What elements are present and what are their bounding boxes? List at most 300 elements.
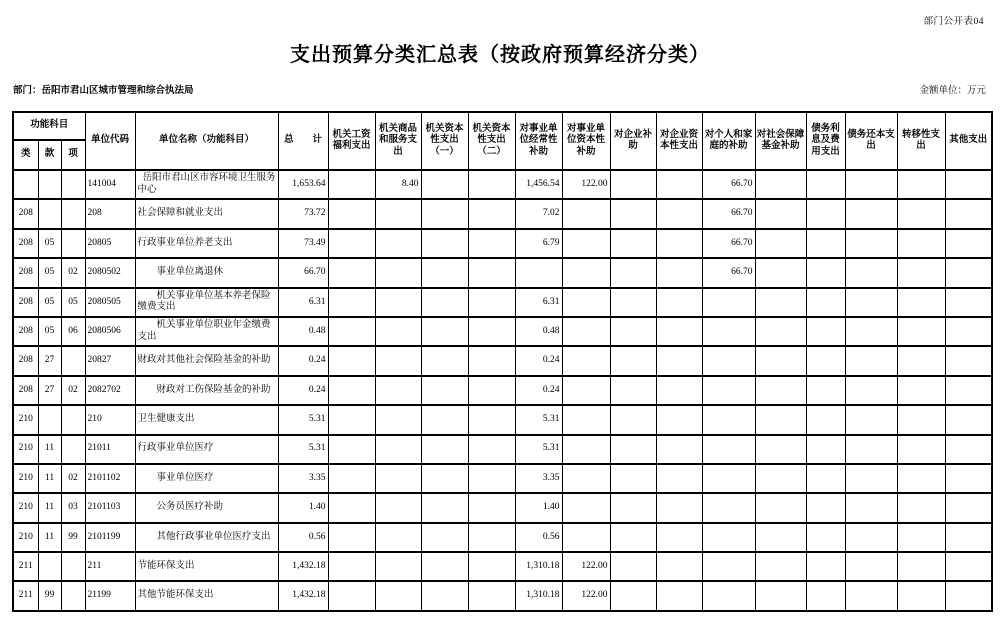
cell-value xyxy=(375,552,421,581)
cell-value xyxy=(421,464,468,493)
cell-value xyxy=(755,493,806,522)
cell-value xyxy=(515,258,562,287)
cell-total: 0.48 xyxy=(278,317,328,346)
cell-name: 财政对工伤保险基金的补助 xyxy=(135,376,278,405)
cell-total: 1.40 xyxy=(278,493,328,522)
cell-value xyxy=(468,258,515,287)
cell-value xyxy=(468,288,515,317)
cell-value: 3.35 xyxy=(515,464,562,493)
cell-total: 0.24 xyxy=(278,376,328,405)
cell-code: 211 xyxy=(85,552,135,581)
cell-value xyxy=(375,258,421,287)
cell-value xyxy=(375,199,421,228)
cell-value xyxy=(845,199,897,228)
cell-value xyxy=(328,170,375,199)
cell-value xyxy=(328,346,375,375)
cell-value xyxy=(656,258,702,287)
cell-value xyxy=(897,552,945,581)
cell-value xyxy=(656,523,702,552)
cell-value xyxy=(656,581,702,610)
cell-value: 66.70 xyxy=(702,199,755,228)
cell-value xyxy=(468,581,515,610)
cell-xiang xyxy=(61,229,85,258)
cell-kuan: 05 xyxy=(38,317,61,346)
cell-lei: 208 xyxy=(13,376,38,405)
cell-value xyxy=(468,376,515,405)
cell-value xyxy=(702,405,755,434)
cell-value xyxy=(375,581,421,610)
col-header: 对事业单位资本性补助 xyxy=(562,112,610,170)
cell-value xyxy=(328,258,375,287)
cell-code: 2101103 xyxy=(85,493,135,522)
cell-xiang: 06 xyxy=(61,317,85,346)
cell-value xyxy=(468,464,515,493)
cell-code: 2080506 xyxy=(85,317,135,346)
table-row xyxy=(13,376,992,405)
col-header: 机关资本性支出（二） xyxy=(468,112,515,170)
cell-value xyxy=(945,288,992,317)
col-header: 机关资本性支出（一） xyxy=(421,112,468,170)
cell-value xyxy=(421,523,468,552)
cell-value xyxy=(845,523,897,552)
cell-xiang xyxy=(61,435,85,464)
col-header: 对事业单位经常性补助 xyxy=(515,112,562,170)
header-func-sub: 类 xyxy=(13,140,38,170)
cell-kuan: 11 xyxy=(38,464,61,493)
cell-value xyxy=(897,170,945,199)
cell-value xyxy=(656,170,702,199)
cell-value: 0.24 xyxy=(515,376,562,405)
cell-value xyxy=(945,523,992,552)
cell-code: 20827 xyxy=(85,346,135,375)
cell-value xyxy=(945,170,992,199)
cell-value xyxy=(562,229,610,258)
cell-value xyxy=(845,464,897,493)
header-func-sub: 项 xyxy=(61,140,85,170)
cell-value xyxy=(375,346,421,375)
cell-value xyxy=(328,523,375,552)
cell-value xyxy=(375,493,421,522)
table-row xyxy=(13,199,992,228)
cell-value xyxy=(562,199,610,228)
cell-value xyxy=(468,346,515,375)
cell-value: 0.48 xyxy=(515,317,562,346)
cell-value xyxy=(897,464,945,493)
cell-value xyxy=(328,405,375,434)
table-row xyxy=(13,346,992,375)
cell-kuan: 05 xyxy=(38,288,61,317)
cell-lei: 210 xyxy=(13,405,38,434)
cell-value xyxy=(845,405,897,434)
cell-value xyxy=(610,464,656,493)
col-header: 对社会保障基金补助 xyxy=(755,112,806,170)
cell-value xyxy=(656,346,702,375)
cell-value xyxy=(375,317,421,346)
cell-value xyxy=(610,581,656,610)
cell-value xyxy=(421,229,468,258)
header-func-group: 功能科目 xyxy=(13,112,85,140)
cell-value xyxy=(421,493,468,522)
cell-name: 行政事业单位养老支出 xyxy=(135,229,278,258)
cell-value xyxy=(656,435,702,464)
cell-total: 1,432.18 xyxy=(278,552,328,581)
cell-value xyxy=(610,229,656,258)
header-func-sub: 款 xyxy=(38,140,61,170)
cell-value xyxy=(897,523,945,552)
cell-xiang xyxy=(61,199,85,228)
cell-kuan: 99 xyxy=(38,581,61,610)
cell-value xyxy=(755,258,806,287)
cell-total: 66.70 xyxy=(278,258,328,287)
cell-lei: 211 xyxy=(13,581,38,610)
cell-value xyxy=(945,199,992,228)
table-row xyxy=(13,552,992,581)
cell-value xyxy=(845,376,897,405)
cell-value xyxy=(468,523,515,552)
cell-value xyxy=(945,317,992,346)
col-header: 对企业资本性支出 xyxy=(656,112,702,170)
header-row-top xyxy=(13,112,992,140)
cell-value xyxy=(755,317,806,346)
budget-table xyxy=(12,111,993,612)
cell-value xyxy=(375,435,421,464)
cell-code: 2082702 xyxy=(85,376,135,405)
cell-value: 5.31 xyxy=(515,405,562,434)
cell-value xyxy=(328,552,375,581)
cell-value xyxy=(562,493,610,522)
cell-value xyxy=(806,464,845,493)
cell-value xyxy=(702,317,755,346)
cell-value xyxy=(897,581,945,610)
cell-value xyxy=(562,317,610,346)
cell-value xyxy=(897,493,945,522)
header-unit-code: 单位代码 xyxy=(85,112,135,170)
cell-name: 其他行政事业单位医疗支出 xyxy=(135,523,278,552)
cell-total: 0.56 xyxy=(278,523,328,552)
cell-value: 5.31 xyxy=(515,435,562,464)
cell-value xyxy=(845,288,897,317)
cell-value xyxy=(702,581,755,610)
cell-lei: 210 xyxy=(13,464,38,493)
cell-xiang: 02 xyxy=(61,464,85,493)
cell-value xyxy=(562,346,610,375)
table-row xyxy=(13,288,992,317)
cell-value xyxy=(897,405,945,434)
cell-lei: 208 xyxy=(13,317,38,346)
cell-value xyxy=(702,376,755,405)
cell-lei: 208 xyxy=(13,258,38,287)
cell-code: 2080502 xyxy=(85,258,135,287)
cell-value: 66.70 xyxy=(702,229,755,258)
cell-name: 公务员医疗补助 xyxy=(135,493,278,522)
cell-value xyxy=(945,376,992,405)
cell-value xyxy=(421,376,468,405)
cell-value xyxy=(945,229,992,258)
cell-value xyxy=(468,493,515,522)
cell-value xyxy=(702,346,755,375)
cell-value xyxy=(702,493,755,522)
cell-value xyxy=(656,229,702,258)
table-row xyxy=(13,405,992,434)
cell-kuan: 27 xyxy=(38,376,61,405)
cell-value xyxy=(656,199,702,228)
cell-value xyxy=(610,405,656,434)
cell-value xyxy=(806,435,845,464)
cell-xiang: 99 xyxy=(61,523,85,552)
cell-value xyxy=(421,199,468,228)
table-row xyxy=(13,170,992,199)
cell-value xyxy=(656,288,702,317)
cell-value xyxy=(468,170,515,199)
cell-kuan: 27 xyxy=(38,346,61,375)
cell-value xyxy=(755,376,806,405)
cell-value xyxy=(375,464,421,493)
cell-lei: 208 xyxy=(13,199,38,228)
cell-value xyxy=(945,464,992,493)
table-row xyxy=(13,581,992,610)
cell-kuan xyxy=(38,552,61,581)
cell-lei: 208 xyxy=(13,346,38,375)
table-row xyxy=(13,317,992,346)
cell-value xyxy=(328,581,375,610)
cell-name: 机关事业单位基本养老保险缴费支出 xyxy=(135,288,278,317)
cell-value xyxy=(755,170,806,199)
table-row xyxy=(13,258,992,287)
cell-value xyxy=(806,523,845,552)
cell-value: 6.31 xyxy=(515,288,562,317)
cell-value xyxy=(421,288,468,317)
cell-value xyxy=(375,376,421,405)
cell-value xyxy=(845,552,897,581)
cell-value xyxy=(755,464,806,493)
cell-value xyxy=(806,258,845,287)
cell-value xyxy=(468,405,515,434)
cell-value xyxy=(702,523,755,552)
cell-xiang xyxy=(61,346,85,375)
cell-value xyxy=(468,435,515,464)
cell-value xyxy=(702,552,755,581)
department-label: 部门：岳阳市君山区城市管理和综合执法局 xyxy=(13,86,194,96)
table-row xyxy=(13,493,992,522)
cell-value xyxy=(945,581,992,610)
cell-value xyxy=(702,288,755,317)
cell-value xyxy=(845,229,897,258)
cell-value xyxy=(845,317,897,346)
cell-value xyxy=(945,258,992,287)
cell-value xyxy=(421,405,468,434)
cell-value xyxy=(421,435,468,464)
cell-value xyxy=(897,288,945,317)
cell-value xyxy=(755,552,806,581)
cell-value xyxy=(945,552,992,581)
cell-lei: 208 xyxy=(13,288,38,317)
cell-value xyxy=(421,346,468,375)
cell-value xyxy=(421,258,468,287)
cell-value xyxy=(806,552,845,581)
cell-name: 岳阳市君山区市容环境卫生服务中心 xyxy=(135,170,278,199)
cell-xiang xyxy=(61,170,85,199)
cell-lei: 211 xyxy=(13,552,38,581)
cell-value xyxy=(328,464,375,493)
cell-value xyxy=(656,405,702,434)
cell-kuan xyxy=(38,199,61,228)
cell-value xyxy=(468,229,515,258)
cell-code: 20805 xyxy=(85,229,135,258)
cell-value xyxy=(468,552,515,581)
cell-value xyxy=(897,229,945,258)
cell-code: 2080505 xyxy=(85,288,135,317)
cell-value xyxy=(897,435,945,464)
cell-value xyxy=(562,376,610,405)
cell-total: 1,432.18 xyxy=(278,581,328,610)
cell-name: 其他节能环保支出 xyxy=(135,581,278,610)
cell-value xyxy=(610,435,656,464)
col-header: 对企业补助 xyxy=(610,112,656,170)
cell-name: 机关事业单位职业年金缴费支出 xyxy=(135,317,278,346)
cell-xiang xyxy=(61,405,85,434)
cell-value xyxy=(375,523,421,552)
cell-value xyxy=(468,199,515,228)
cell-value xyxy=(610,288,656,317)
cell-value xyxy=(845,435,897,464)
cell-value xyxy=(755,581,806,610)
cell-value xyxy=(897,258,945,287)
cell-value xyxy=(562,405,610,434)
page-title: 支出预算分类汇总表（按政府预算经济分类） xyxy=(290,44,710,66)
cell-value xyxy=(328,288,375,317)
cell-value xyxy=(421,552,468,581)
table-row xyxy=(13,229,992,258)
cell-value xyxy=(562,258,610,287)
cell-kuan: 05 xyxy=(38,258,61,287)
cell-value xyxy=(610,376,656,405)
cell-kuan: 11 xyxy=(38,523,61,552)
cell-code: 141004 xyxy=(85,170,135,199)
cell-lei: 208 xyxy=(13,229,38,258)
cell-xiang: 02 xyxy=(61,258,85,287)
cell-value xyxy=(806,493,845,522)
cell-name: 卫生健康支出 xyxy=(135,405,278,434)
cell-value xyxy=(945,346,992,375)
cell-value xyxy=(375,405,421,434)
cell-value xyxy=(945,435,992,464)
cell-value xyxy=(845,493,897,522)
cell-kuan: 05 xyxy=(38,229,61,258)
cell-xiang: 03 xyxy=(61,493,85,522)
table-row xyxy=(13,523,992,552)
cell-xiang: 02 xyxy=(61,376,85,405)
table-row xyxy=(13,464,992,493)
budget-table-wrap xyxy=(12,111,993,612)
cell-name: 行政事业单位医疗 xyxy=(135,435,278,464)
cell-value xyxy=(610,317,656,346)
cell-kuan xyxy=(38,170,61,199)
col-header: 债务利息及费用支出 xyxy=(806,112,845,170)
col-header: 其他支出 xyxy=(945,112,992,170)
cell-value xyxy=(897,199,945,228)
cell-lei: 210 xyxy=(13,435,38,464)
cell-value: 66.70 xyxy=(702,170,755,199)
cell-xiang xyxy=(61,552,85,581)
cell-value xyxy=(375,288,421,317)
col-header: 机关工资福利支出 xyxy=(328,112,375,170)
cell-value xyxy=(562,464,610,493)
cell-value xyxy=(806,581,845,610)
cell-value xyxy=(656,464,702,493)
cell-value xyxy=(421,317,468,346)
cell-kuan: 11 xyxy=(38,493,61,522)
cell-value xyxy=(328,317,375,346)
cell-value: 0.24 xyxy=(515,346,562,375)
cell-value: 1.40 xyxy=(515,493,562,522)
cell-value: 1,310.18 xyxy=(515,552,562,581)
cell-value xyxy=(806,346,845,375)
cell-code: 208 xyxy=(85,199,135,228)
cell-value xyxy=(328,376,375,405)
cell-value xyxy=(897,346,945,375)
cell-total: 73.49 xyxy=(278,229,328,258)
cell-total: 3.35 xyxy=(278,464,328,493)
cell-lei: 210 xyxy=(13,523,38,552)
cell-kuan: 11 xyxy=(38,435,61,464)
cell-value: 8.40 xyxy=(375,170,421,199)
cell-value: 1,456.54 xyxy=(515,170,562,199)
col-header: 债务还本支出 xyxy=(845,112,897,170)
cell-name: 事业单位医疗 xyxy=(135,464,278,493)
cell-value xyxy=(897,317,945,346)
cell-value xyxy=(610,199,656,228)
cell-value xyxy=(755,288,806,317)
cell-value xyxy=(945,405,992,434)
cell-value xyxy=(328,229,375,258)
col-header: 转移性支出 xyxy=(897,112,945,170)
cell-value xyxy=(656,376,702,405)
cell-code: 21199 xyxy=(85,581,135,610)
cell-value: 7.02 xyxy=(515,199,562,228)
table-row xyxy=(13,435,992,464)
cell-value: 66.70 xyxy=(702,258,755,287)
cell-value xyxy=(328,199,375,228)
cell-value xyxy=(806,317,845,346)
cell-value xyxy=(845,346,897,375)
cell-value xyxy=(610,552,656,581)
cell-value xyxy=(806,405,845,434)
cell-value xyxy=(702,435,755,464)
cell-code: 210 xyxy=(85,405,135,434)
col-header: 机关商品和服务支出 xyxy=(375,112,421,170)
cell-total: 5.31 xyxy=(278,435,328,464)
cell-value xyxy=(610,170,656,199)
cell-total: 5.31 xyxy=(278,405,328,434)
cell-total: 6.31 xyxy=(278,288,328,317)
cell-code: 21011 xyxy=(85,435,135,464)
cell-value xyxy=(845,170,897,199)
cell-value: 122.00 xyxy=(562,170,610,199)
cell-value xyxy=(656,552,702,581)
doc-label: 部门公开表04 xyxy=(923,17,984,27)
cell-name: 节能环保支出 xyxy=(135,552,278,581)
cell-total: 73.72 xyxy=(278,199,328,228)
cell-value xyxy=(806,288,845,317)
cell-total: 0.24 xyxy=(278,346,328,375)
cell-value xyxy=(610,346,656,375)
cell-value xyxy=(845,258,897,287)
cell-value xyxy=(421,581,468,610)
unit-note: 金额单位：万元 xyxy=(919,86,986,96)
col-header: 对个人和家庭的补助 xyxy=(702,112,755,170)
cell-total: 1,653.64 xyxy=(278,170,328,199)
cell-value: 6.79 xyxy=(515,229,562,258)
